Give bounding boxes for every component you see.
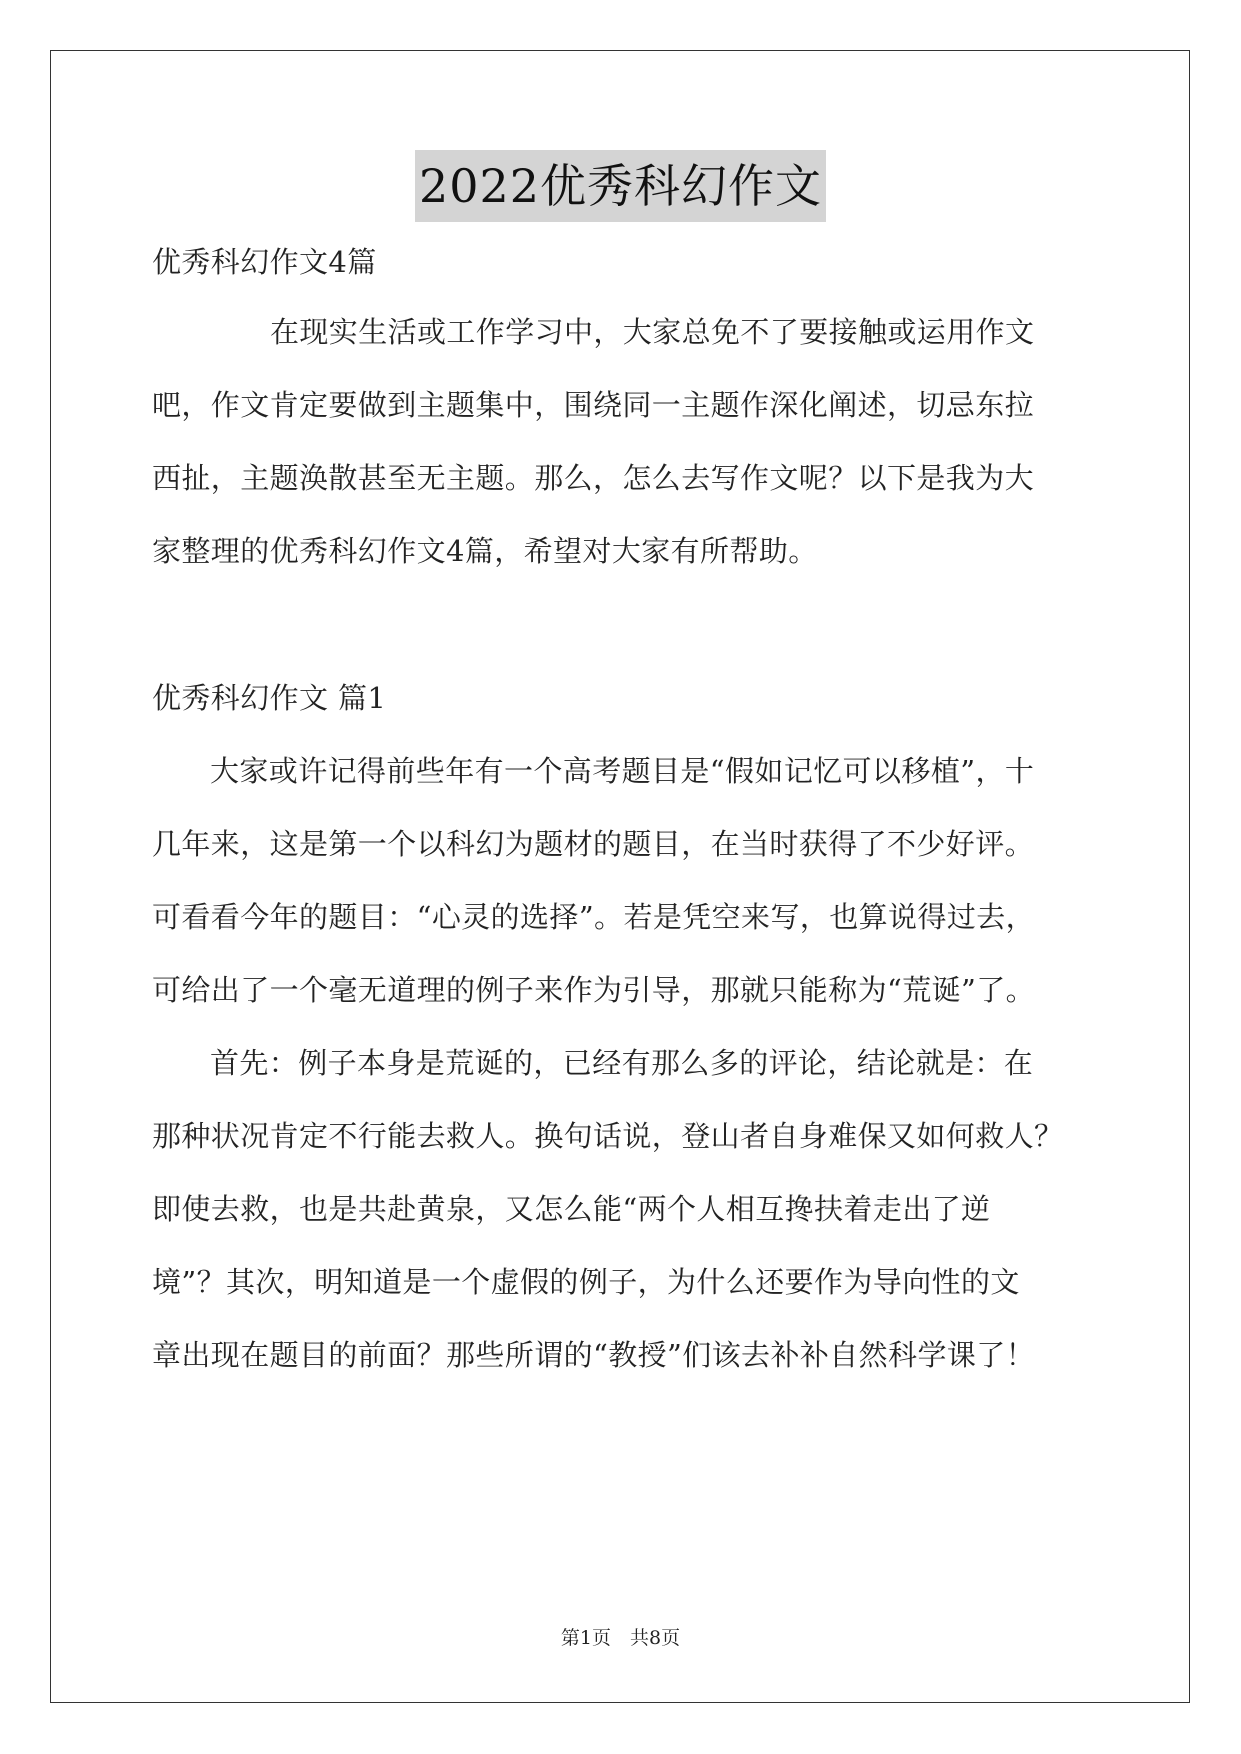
paragraph-line: 首先：例子本身是荒诞的，已经有那么多的评论，结论就是：在 (210, 1046, 1034, 1080)
intro-line: 西扯，主题涣散甚至无主题。那么，怎么去写作文呢？以下是我为大 (152, 461, 1035, 495)
title-container (0, 150, 1241, 222)
document-title: 2022优秀科幻作文 (415, 150, 826, 222)
paragraph-line: 可看看今年的题目：“心灵的选择”。若是凭空来写，也算说得过去， (152, 900, 1036, 934)
intro-line: 吧，作文肯定要做到主题集中，围绕同一主题作深化阐述，切忌东拉 (152, 388, 1035, 422)
intro-line: 家整理的优秀科幻作文4篇，希望对大家有所帮助。 (152, 534, 818, 568)
paragraph-line: 那种状况肯定不行能去救人。换句话说，登山者自身难保又如何救人？ (152, 1119, 1064, 1153)
paragraph-line: 即使去救，也是共赴黄泉，又怎么能“两个人相互搀扶着走出了逆 (152, 1192, 991, 1226)
paragraph-line: 几年来，这是第一个以科幻为题材的题目，在当时获得了不少好评。 (152, 827, 1035, 861)
paragraph-line: 章出现在题目的前面？那些所谓的“教授”们该去补补自然科学课了！ (152, 1338, 1036, 1372)
paragraph-line: 境”？其次，明知道是一个虚假的例子，为什么还要作为导向性的文 (152, 1265, 1020, 1299)
intro-line: 在现实生活或工作学习中，大家总免不了要接触或运用作文 (270, 315, 1035, 349)
page-footer: 第1页 共8页 (560, 1627, 681, 1649)
section-heading: 优秀科幻作文 篇1 (152, 681, 387, 715)
page-border (50, 50, 1190, 1703)
paragraph-line: 大家或许记得前些年有一个高考题目是“假如记忆可以移植”，十 (210, 754, 1035, 788)
paragraph-line: 可给出了一个毫无道理的例子来作为引导，那就只能称为“荒诞”了。 (152, 973, 1036, 1007)
document-subtitle: 优秀科幻作文4篇 (152, 245, 377, 279)
